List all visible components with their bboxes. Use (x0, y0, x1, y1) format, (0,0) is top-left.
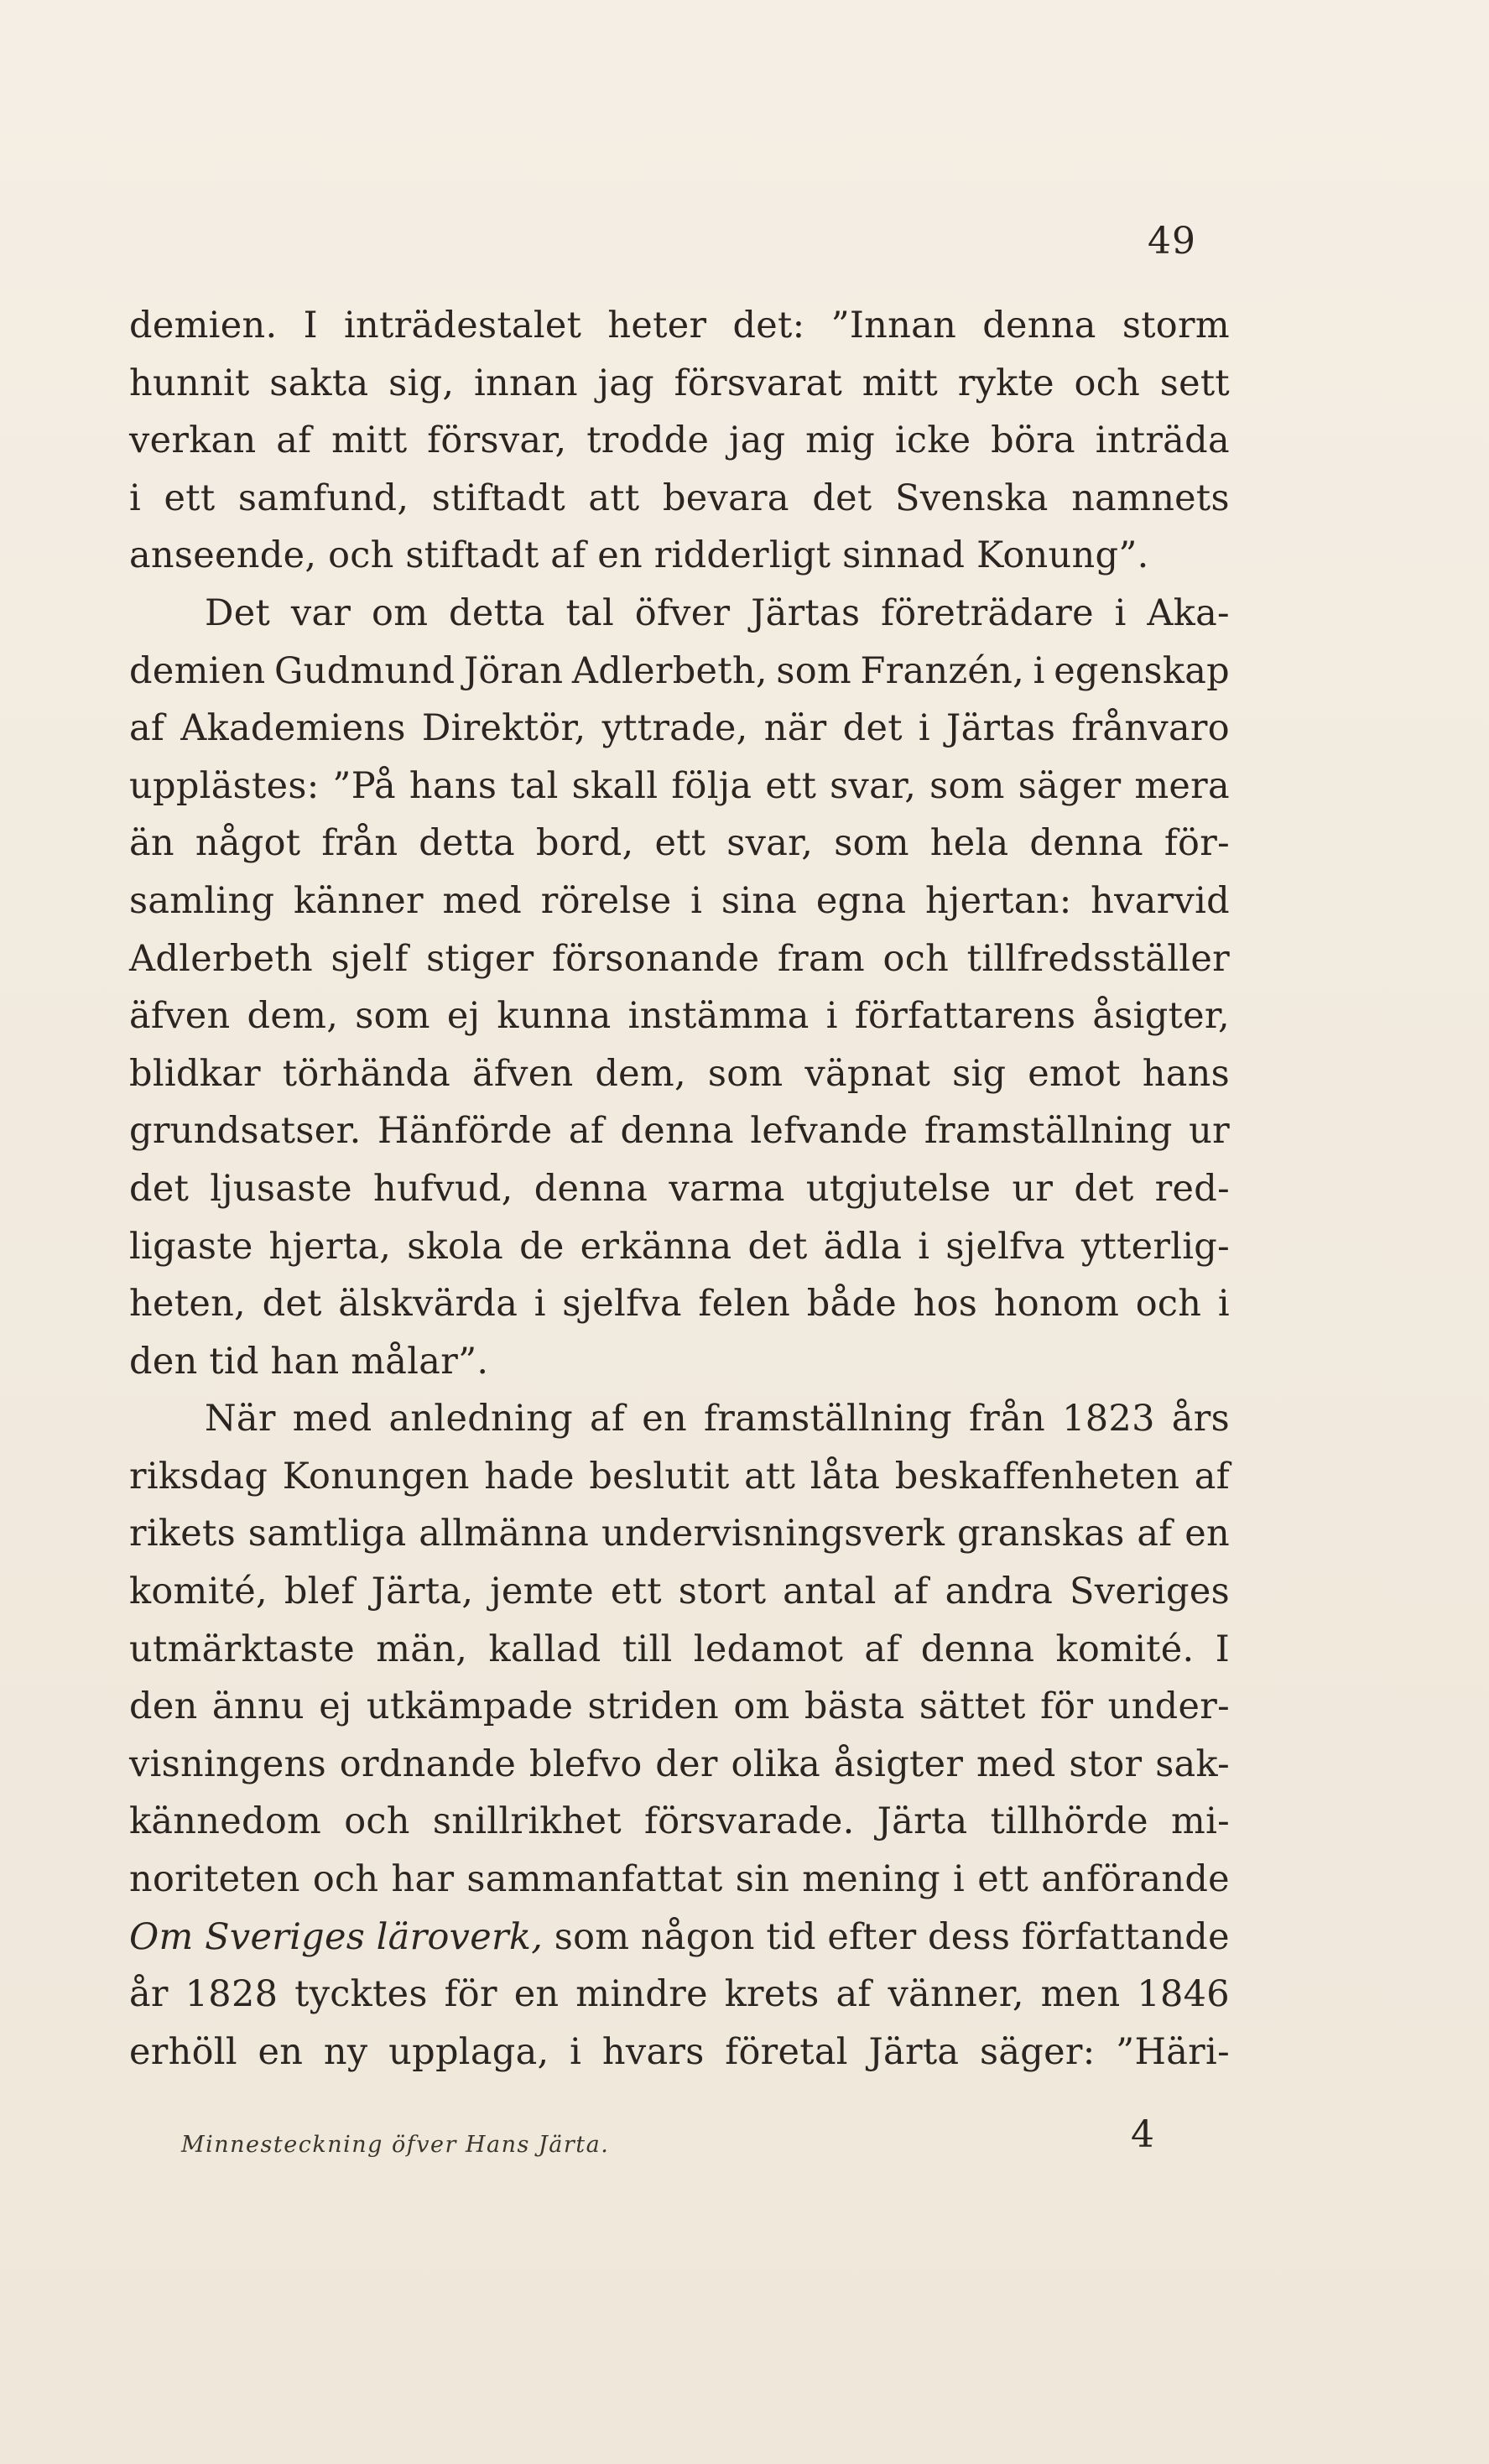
page-number: 49 (1148, 220, 1196, 263)
text-line: Om Sveriges läroverk, som någon tid efter dess författande (129, 1915, 1230, 1958)
footer-title: Minnesteckning öfver Hans Järta. (181, 2132, 610, 2158)
text-line: samling känner med rörelse i sina egna hjertan: hvarvid (129, 879, 1230, 922)
text-line: visningens ordnande blefvo der olika åsigter med stor sak- (129, 1743, 1230, 1785)
page-footer (181, 2113, 1154, 2161)
text-line: kännedom och snillrikhet försvarade. Järta tillhörde mi- (129, 1800, 1230, 1843)
body-text (129, 297, 1230, 2081)
text-line: demien Gudmund Jöran Adlerbeth, som Franzén, i egenskap (129, 649, 1230, 692)
text-line: rikets samtliga allmänna undervisningsverk granskas af en (129, 1513, 1230, 1555)
text-line: När med anledning af en framställning från 1823 års (205, 1398, 1230, 1440)
text-line: den ännu ej utkämpade striden om bästa sättet för under- (129, 1685, 1230, 1728)
text-line: än något från detta bord, ett svar, som hela denna för- (129, 822, 1230, 865)
text-line: det ljusaste hufvud, denna varma utgjutelse ur det red- (129, 1167, 1230, 1210)
text-line: heten, det älskvärda i sjelfva felen både hos honom och i (129, 1283, 1230, 1326)
text-line: blidkar törhända äfven dem, som väpnat sig emot hans (129, 1052, 1230, 1095)
text-line: äfven dem, som ej kunna instämma i författarens åsigter, (129, 995, 1230, 1038)
text-line: år 1828 tycktes för en mindre krets af vänner, men 1846 (129, 1973, 1230, 2016)
text-line: grundsatser. Hänförde af denna lefvande framställning ur (129, 1110, 1230, 1153)
text-line: den tid han målar”. (129, 1340, 489, 1383)
text-line: i ett samfund, stiftadt att bevara det Svenska namnets (129, 477, 1230, 519)
text-line: demien. I inträdestalet heter det: ”Innan denna storm (129, 305, 1230, 346)
text-line: af Akademiens Direktör, yttrade, när det i Järtas frånvaro (129, 707, 1230, 750)
text-line: komité, blef Järta, jemte ett stort antal af andra Sveriges (129, 1571, 1230, 1613)
text-line: ligaste hjerta, skola de erkänna det ädla i sjelfva ytterlig- (129, 1225, 1230, 1268)
text-line: riksdag Konungen hade beslutit att låta beskaffenheten af (129, 1455, 1230, 1498)
signature-mark: 4 (1131, 2113, 1154, 2156)
text-line: anseende, och stiftadt af en ridderligt sinnad Konung”. (129, 534, 1149, 577)
text-line: hunnit sakta sig, innan jag försvarat mitt rykte och sett (129, 362, 1230, 404)
text-line: verkan af mitt försvar, trodde jag mig icke böra inträda (129, 419, 1230, 462)
text-line: utmärktaste män, kallad till ledamot af denna komité. I (129, 1628, 1230, 1670)
text-line: erhöll en ny upplaga, i hvars företal Järta säger: ”Häri- (129, 2030, 1230, 2073)
text-line: noriteten och har sammanfattat sin mening i ett anförande (129, 1858, 1230, 1901)
text-line: upplästes: ”På hans tal skall följa ett svar, som säger mera (129, 764, 1230, 807)
text-line: Det var om detta tal öfver Järtas företrädare i Aka- (205, 591, 1230, 634)
text-line: Adlerbeth sjelf stiger försonande fram och tillfredsställer (129, 937, 1230, 980)
